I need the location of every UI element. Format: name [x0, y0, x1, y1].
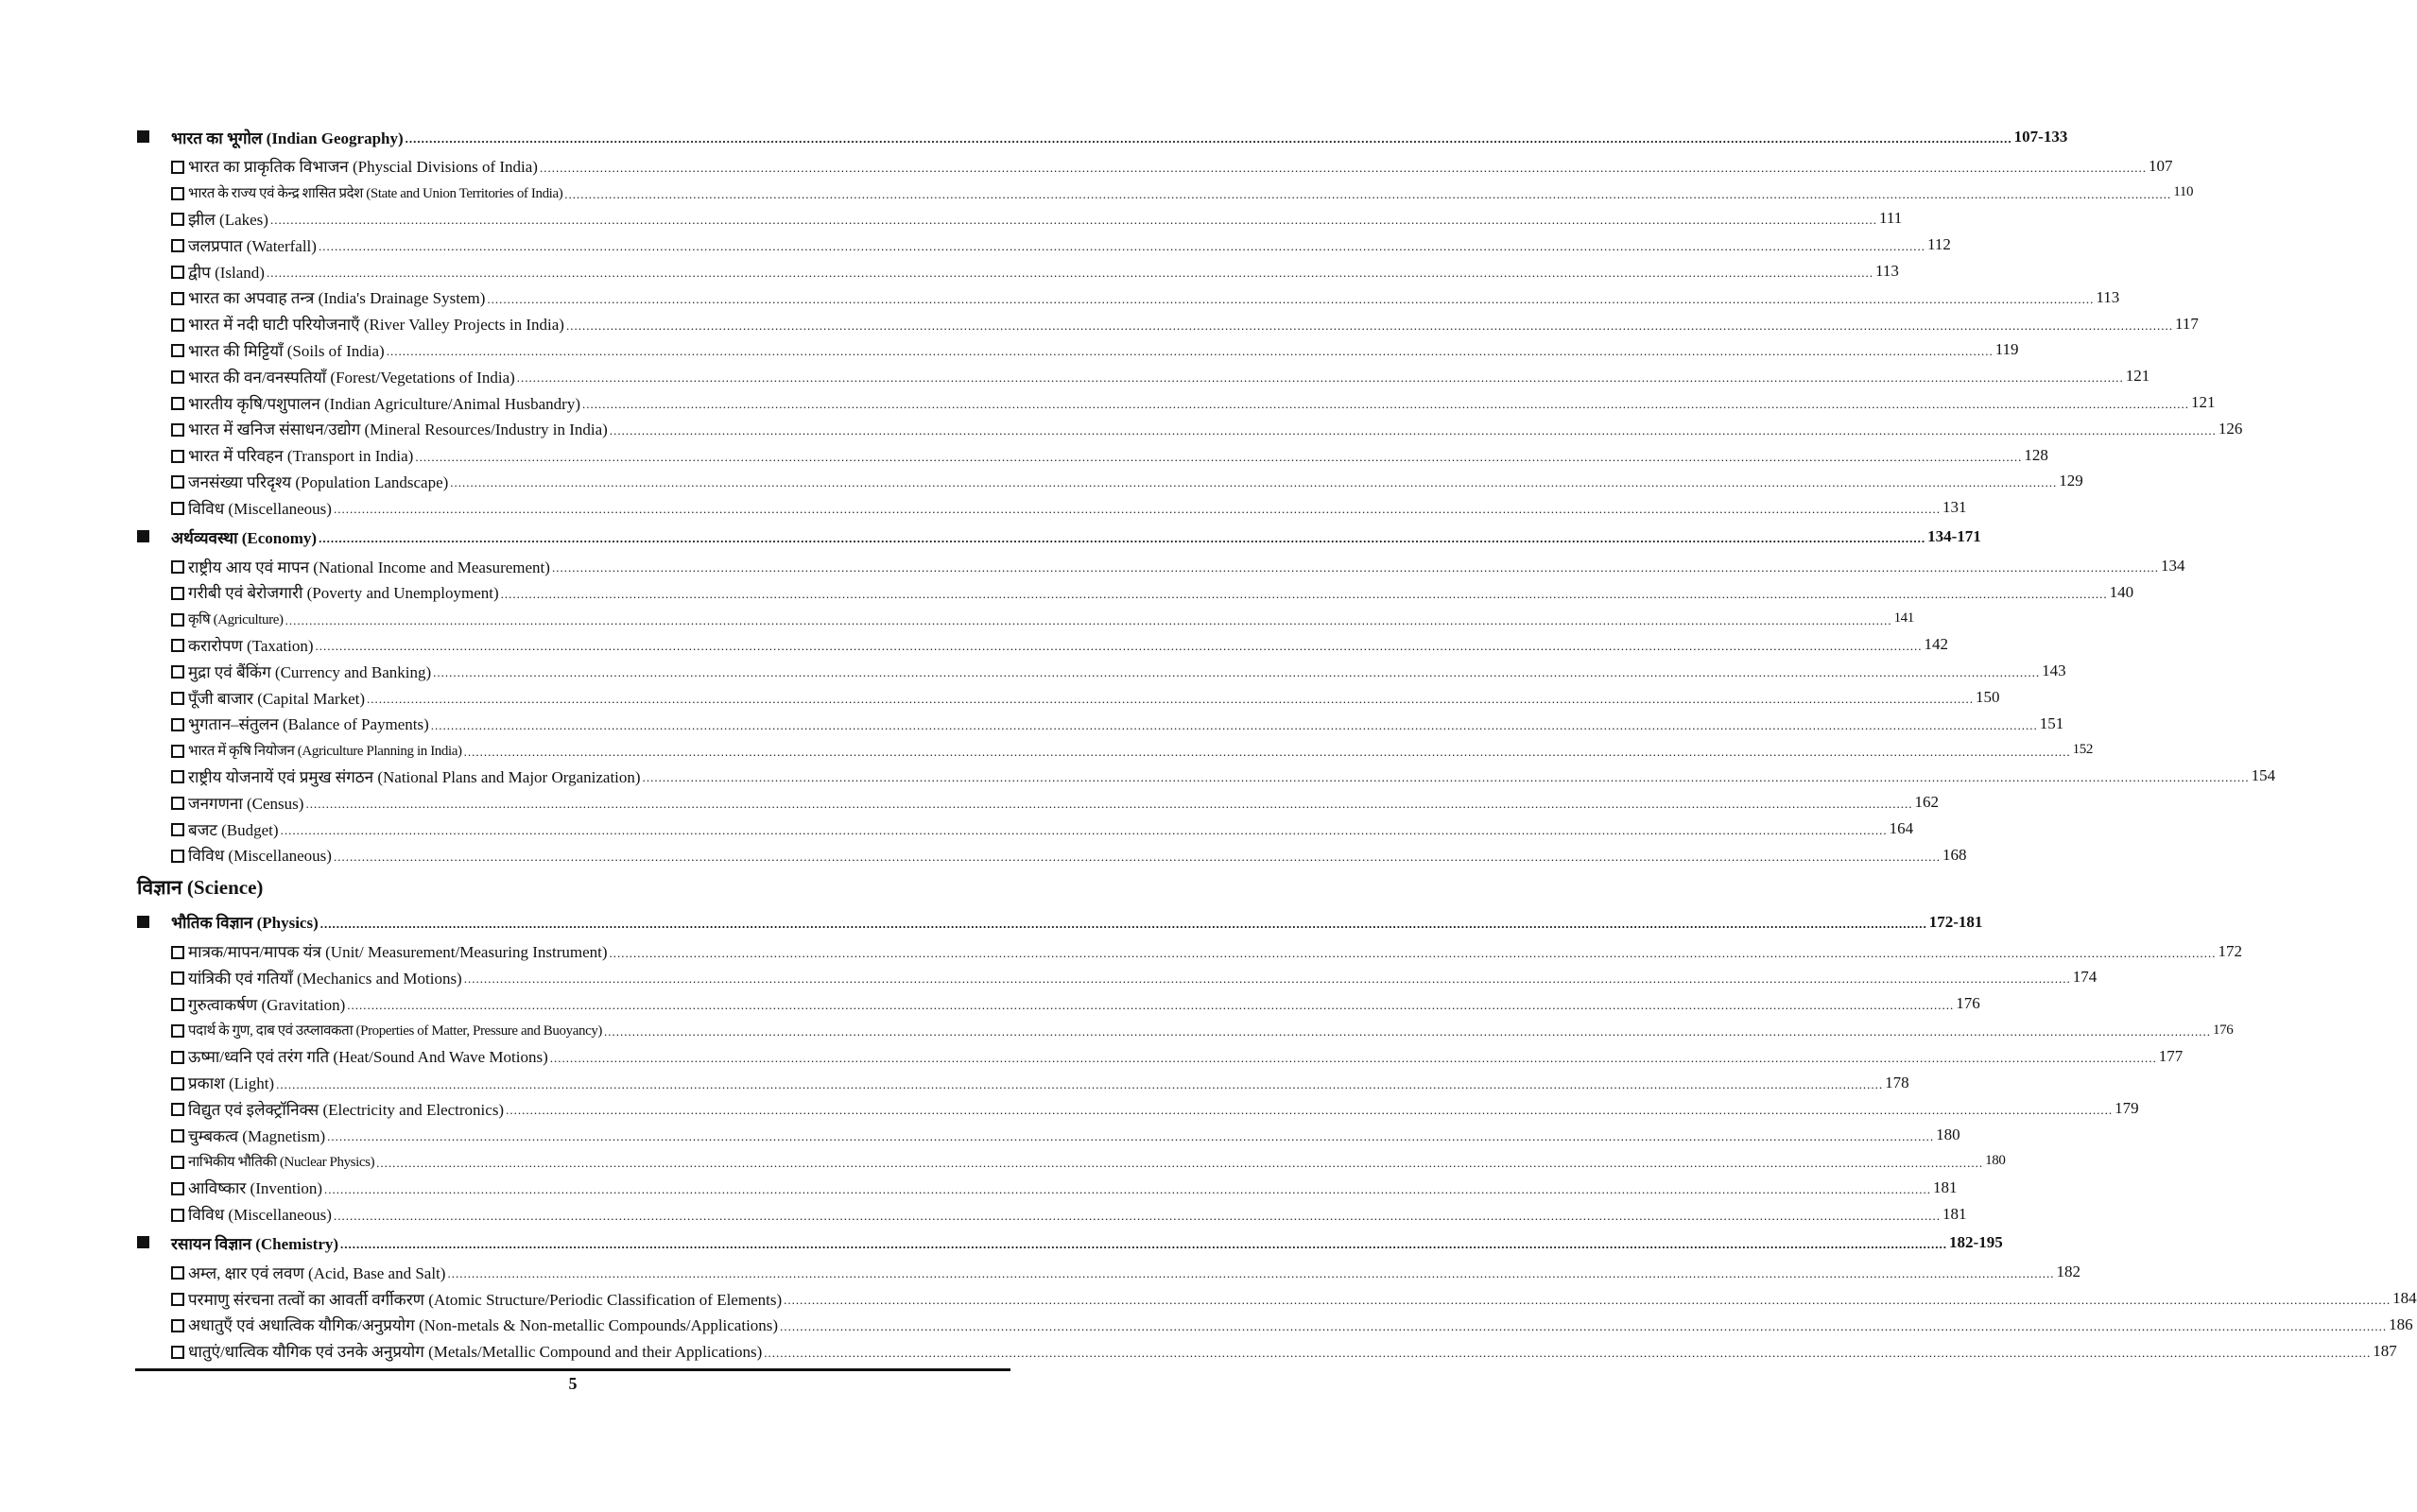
item-title: यांत्रिकी एवं गतियाँ (Mechanics and Motions): [188, 969, 462, 988]
item-title: जलप्रपात (Waterfall): [188, 236, 317, 255]
item-title: भारतीय कृषि/पशुपालन (Indian Agriculture/Animal Husbandry): [188, 394, 580, 413]
item-page-number: 151: [2039, 713, 2064, 732]
checkbox-bullet-icon: [171, 1346, 184, 1359]
dot-leader: ................................................................................................................................................................................................................................................................................................................................................................................................................: [487, 291, 2095, 306]
dot-leader: ................................................................................................................................................................................................................................................................................................................................................................................................................: [784, 1293, 2391, 1308]
checkbox-bullet-icon: [171, 587, 184, 600]
checkbox-bullet-icon: [171, 1077, 184, 1091]
checkbox-bullet-icon: [171, 946, 184, 959]
item-page-number: 178: [1885, 1073, 1909, 1091]
checkbox-bullet-icon: [171, 718, 184, 731]
item-title: प्रकाश (Light): [188, 1074, 275, 1093]
item-page-number: 134: [2160, 557, 2185, 576]
item-title: करारोपण (Taxation): [188, 636, 314, 655]
section-title: भौतिक विज्ञान (Physics): [171, 914, 319, 933]
footer-rule: [135, 1368, 1010, 1371]
dot-leader: ................................................................................................................................................................................................................................................................................................................................................................................................................: [347, 998, 1955, 1013]
toc-item: [137, 389, 2216, 416]
toc-item: [137, 494, 1967, 521]
checkbox-bullet-icon: [171, 213, 184, 226]
toc-section: [137, 121, 2068, 153]
toc-section: [137, 1227, 2003, 1259]
section-page-range: 182-195: [1949, 1233, 2003, 1252]
dot-leader: ................................................................................................................................................................................................................................................................................................................................................................................................................: [539, 160, 2147, 175]
dot-leader: ................................................................................................................................................................................................................................................................................................................................................................................................................: [405, 131, 2012, 146]
item-title: भुगतान–संतुलन (Balance of Payments): [188, 715, 429, 734]
toc-item: [137, 416, 2243, 442]
toc-item: [137, 579, 2134, 606]
toc-item: [137, 1017, 2234, 1043]
item-title: मुद्रा एवं बैंकिंग (Currency and Banking): [188, 662, 432, 681]
checkbox-bullet-icon: [171, 692, 184, 705]
checkbox-bullet-icon: [171, 1182, 184, 1195]
item-title: भारत में नदी घाटी परियोजनाएँ (River Valley Projects in India): [188, 316, 564, 335]
item-page-number: 107: [2148, 156, 2173, 175]
item-title: भारत के राज्य एवं केन्द्र शासित प्रदेश (State and Union Territories of India): [188, 185, 563, 201]
checkbox-bullet-icon: [171, 665, 184, 679]
checkbox-bullet-icon: [171, 998, 184, 1011]
dot-leader: ................................................................................................................................................................................................................................................................................................................................................................................................................: [319, 531, 1926, 546]
item-title: भारत में खनिज संसाधन/उद्योग (Mineral Resources/Industry in India): [188, 421, 608, 439]
section-page-range: 134-171: [1927, 527, 1981, 546]
toc-item: [137, 737, 2093, 764]
item-title: अधातुएँ एवं अधात्विक यौगिक/अनुप्रयोग (Non-metals & Non-metallic Compounds/Applications): [188, 1316, 779, 1335]
dot-leader: ................................................................................................................................................................................................................................................................................................................................................................................................................: [609, 945, 2217, 960]
toc-item: [137, 1070, 1909, 1096]
toc-item: [137, 1285, 2417, 1312]
item-title: भारत की मिट्टियाँ (Soils of India): [188, 341, 385, 360]
checkbox-bullet-icon: [171, 1156, 184, 1169]
item-page-number: 121: [2191, 393, 2216, 412]
item-page-number: 119: [1994, 340, 2019, 359]
section-title: अर्थव्यवस्था (Economy): [171, 528, 318, 547]
item-title: विविध (Miscellaneous): [188, 499, 332, 518]
checkbox-bullet-icon: [171, 450, 184, 463]
toc-item: [137, 1312, 2413, 1338]
item-page-number: 172: [2218, 941, 2243, 960]
item-page-number: 110: [2173, 184, 2194, 200]
item-title: धातुएं/धात्विक यौगिक एवं उनके अनुप्रयोग (Metals/Metallic Compound and their Applications): [188, 1343, 763, 1362]
item-page-number: 152: [2072, 742, 2093, 758]
checkbox-bullet-icon: [171, 318, 184, 332]
toc-section: [137, 521, 1981, 553]
checkbox-bullet-icon: [171, 823, 184, 836]
item-page-number: 131: [1942, 498, 1967, 517]
item-page-number: 177: [2158, 1046, 2184, 1065]
section-page-range: 107-133: [2013, 128, 2068, 146]
item-title: झील (Lakes): [188, 210, 268, 229]
toc-item: [137, 842, 1967, 868]
item-title: नाभिकीय भौतिकी (Nuclear Physics): [188, 1154, 375, 1170]
section-title: रसायन विज्ञान (Chemistry): [171, 1234, 339, 1253]
dot-leader: ................................................................................................................................................................................................................................................................................................................................................................................................................: [604, 1024, 2212, 1039]
item-page-number: 168: [1942, 845, 1967, 864]
item-page-number: 181: [1942, 1204, 1967, 1223]
toc-item: [137, 1096, 2139, 1123]
dot-leader: ................................................................................................................................................................................................................................................................................................................................................................................................................: [333, 849, 1941, 864]
dot-leader: ................................................................................................................................................................................................................................................................................................................................................................................................................: [266, 266, 1873, 281]
item-title: चुम्बकत्व (Magnetism): [188, 1126, 326, 1145]
dot-leader: ................................................................................................................................................................................................................................................................................................................................................................................................................: [564, 186, 2172, 201]
checkbox-bullet-icon: [171, 502, 184, 515]
item-page-number: 176: [1956, 994, 1980, 1013]
checkbox-bullet-icon: [171, 292, 184, 305]
dot-leader: ................................................................................................................................................................................................................................................................................................................................................................................................................: [280, 823, 1888, 838]
checkbox-bullet-icon: [171, 1266, 184, 1280]
dot-leader: ................................................................................................................................................................................................................................................................................................................................................................................................................: [506, 1103, 2114, 1118]
item-page-number: 142: [1924, 635, 1949, 654]
item-page-number: 112: [1926, 235, 1951, 254]
checkbox-bullet-icon: [171, 1024, 184, 1038]
item-title: अम्ल, क्षार एवं लवण (Acid, Base and Salt): [188, 1263, 446, 1282]
checkbox-bullet-icon: [171, 397, 184, 410]
item-page-number: 113: [1874, 262, 1899, 281]
item-title: ऊष्मा/ध्वनि एवं तरंग गति (Heat/Sound And Wave Motions): [188, 1048, 548, 1067]
checkbox-bullet-icon: [171, 344, 184, 357]
item-page-number: 141: [1893, 610, 1914, 627]
item-page-number: 162: [1914, 793, 1939, 812]
item-title: भारत का अपवाह तन्त्र (India's Drainage System): [188, 289, 486, 308]
toc-item: [137, 1122, 1960, 1148]
item-title: पदार्थ के गुण, दाब एवं उत्प्लावकता (Properties of Matter, Pressure and Buoyancy): [188, 1023, 603, 1039]
item-page-number: 154: [2251, 766, 2276, 785]
item-page-number: 174: [2072, 968, 2098, 987]
item-title: कृषि (Agriculture): [188, 611, 284, 627]
dot-leader: ................................................................................................................................................................................................................................................................................................................................................................................................................: [780, 1318, 2388, 1333]
checkbox-bullet-icon: [171, 1319, 184, 1332]
item-title: भारत का प्राकृतिक विभाजन (Physcial Divisions of India): [188, 158, 538, 177]
item-title: आविष्कार (Invention): [188, 1179, 323, 1198]
toc-item: [137, 764, 2276, 790]
checkbox-bullet-icon: [171, 971, 184, 985]
page-number: 5: [568, 1374, 578, 1393]
dot-leader: ................................................................................................................................................................................................................................................................................................................................................................................................................: [450, 475, 2058, 490]
toc-item: [137, 606, 1914, 632]
item-title: जनसंख्या परिदृश्य (Population Landscape): [188, 472, 449, 491]
checkbox-bullet-icon: [171, 1209, 184, 1222]
item-title: परमाणु संरचना तत्वों का आवर्ती वर्गीकरण (Atomic Structure/Periodic Classification of Elements): [188, 1290, 783, 1309]
dot-leader: ................................................................................................................................................................................................................................................................................................................................................................................................................: [609, 422, 2217, 438]
checkbox-bullet-icon: [171, 1129, 184, 1143]
toc-item: [137, 1259, 2080, 1285]
toc-item: [137, 789, 1939, 816]
item-title: विद्युत एवं इलेक्ट्रॉनिक्स (Electricity and Electronics): [188, 1100, 505, 1119]
toc-item: [137, 1043, 2184, 1070]
item-title: मात्रक/मापन/मापक यंत्र (Unit/ Measurement/Measuring Instrument): [188, 943, 608, 962]
section-title: भारत का भूगोल (Indian Geography): [171, 129, 404, 147]
table-of-contents: [137, 121, 2417, 1365]
toc-item: [137, 990, 1980, 1017]
dot-leader: ................................................................................................................................................................................................................................................................................................................................................................................................................: [333, 502, 1941, 517]
dot-leader: ................................................................................................................................................................................................................................................................................................................................................................................................................: [276, 1076, 1884, 1091]
checkbox-bullet-icon: [171, 239, 184, 252]
item-title: भारत में परिवहन (Transport in India): [188, 447, 414, 466]
toc-item: [137, 632, 1949, 659]
checkbox-bullet-icon: [171, 423, 184, 437]
toc-item: [137, 284, 2120, 311]
item-page-number: 181: [1933, 1177, 1958, 1196]
item-title: जनगणना (Census): [188, 794, 304, 813]
section-page-range: 172-181: [1928, 912, 1983, 931]
dot-leader: ................................................................................................................................................................................................................................................................................................................................................................................................................: [415, 449, 2023, 464]
item-title: विविध (Miscellaneous): [188, 1206, 332, 1225]
dot-leader: ................................................................................................................................................................................................................................................................................................................................................................................................................: [376, 1155, 1984, 1170]
square-bullet-icon: [137, 1236, 149, 1248]
dot-leader: ................................................................................................................................................................................................................................................................................................................................................................................................................: [516, 370, 2124, 386]
toc-item: [137, 258, 1899, 284]
dot-leader: ................................................................................................................................................................................................................................................................................................................................................................................................................: [324, 1181, 1932, 1196]
dot-leader: ................................................................................................................................................................................................................................................................................................................................................................................................................: [430, 717, 2038, 732]
item-page-number: 180: [1936, 1125, 1960, 1144]
item-title: द्वीप (Island): [188, 263, 265, 282]
dot-leader: ................................................................................................................................................................................................................................................................................................................................................................................................................: [319, 916, 1927, 931]
item-title: गुरुत्वाकर्षण (Gravitation): [188, 995, 346, 1014]
square-bullet-icon: [137, 130, 149, 143]
dot-leader: ................................................................................................................................................................................................................................................................................................................................................................................................................: [433, 665, 2041, 680]
item-title: राष्ट्रीय योजनायें एवं प्रमुख संगठन (National Plans and Major Organization): [188, 767, 641, 786]
dot-leader: ................................................................................................................................................................................................................................................................................................................................................................................................................: [269, 213, 1877, 228]
toc-section: [137, 906, 1983, 938]
item-page-number: 143: [2042, 662, 2066, 680]
item-title: भारत में कृषि नियोजन (Agriculture Planning in India): [188, 743, 462, 759]
checkbox-bullet-icon: [171, 1051, 184, 1064]
square-bullet-icon: [137, 916, 149, 928]
item-page-number: 180: [1985, 1153, 2006, 1169]
toc-item: [137, 1175, 1958, 1201]
toc-item: [137, 658, 2066, 684]
checkbox-bullet-icon: [171, 613, 184, 627]
item-title: राष्ट्रीय आय एवं मापन (National Income and Measurement): [188, 558, 550, 576]
item-page-number: 164: [1889, 819, 1914, 838]
dot-leader: ................................................................................................................................................................................................................................................................................................................................................................................................................: [463, 971, 2071, 987]
subject-heading-title: विज्ञान (Science): [137, 875, 264, 899]
toc-item: [137, 938, 2243, 965]
checkbox-bullet-icon: [171, 1293, 184, 1306]
item-page-number: 111: [1878, 209, 1903, 228]
toc-item: [137, 363, 2150, 389]
dot-leader: ................................................................................................................................................................................................................................................................................................................................................................................................................: [549, 1050, 2157, 1065]
checkbox-bullet-icon: [171, 560, 184, 574]
dot-leader: ................................................................................................................................................................................................................................................................................................................................................................................................................: [582, 397, 2189, 412]
checkbox-bullet-icon: [171, 161, 184, 174]
checkbox-bullet-icon: [171, 370, 184, 384]
dot-leader: ................................................................................................................................................................................................................................................................................................................................................................................................................: [463, 744, 2071, 759]
toc-item: [137, 469, 2083, 495]
toc-item: [137, 684, 2000, 711]
toc-item: [137, 153, 2173, 180]
toc-item: [137, 965, 2098, 991]
dot-leader: ................................................................................................................................................................................................................................................................................................................................................................................................................: [327, 1129, 1935, 1144]
dot-leader: ................................................................................................................................................................................................................................................................................................................................................................................................................: [285, 612, 1892, 627]
toc-item: [137, 711, 2064, 737]
checkbox-bullet-icon: [171, 850, 184, 863]
item-page-number: 121: [2125, 367, 2150, 386]
item-page-number: 126: [2218, 419, 2243, 438]
dot-leader: ................................................................................................................................................................................................................................................................................................................................................................................................................: [305, 797, 1913, 812]
toc-item: [137, 1201, 1967, 1228]
item-title: गरीबी एवं बेरोजगारी (Poverty and Unemployment): [188, 584, 499, 603]
dot-leader: ................................................................................................................................................................................................................................................................................................................................................................................................................: [367, 692, 1975, 707]
toc-item: [137, 232, 1951, 258]
checkbox-bullet-icon: [171, 745, 184, 758]
dot-leader: ................................................................................................................................................................................................................................................................................................................................................................................................................: [340, 1237, 1948, 1252]
toc-item: [137, 180, 2194, 206]
item-title: पूँजी बाजार (Capital Market): [188, 689, 366, 708]
dot-leader: ................................................................................................................................................................................................................................................................................................................................................................................................................: [565, 318, 2173, 333]
checkbox-bullet-icon: [171, 797, 184, 810]
item-page-number: 140: [2109, 582, 2134, 601]
toc-item: [137, 553, 2185, 579]
dot-leader: ................................................................................................................................................................................................................................................................................................................................................................................................................: [447, 1266, 2055, 1281]
item-title: विविध (Miscellaneous): [188, 847, 332, 866]
item-page-number: 129: [2059, 472, 2083, 490]
square-bullet-icon: [137, 530, 149, 542]
dot-leader: ................................................................................................................................................................................................................................................................................................................................................................................................................: [315, 639, 1923, 654]
dot-leader: ................................................................................................................................................................................................................................................................................................................................................................................................................: [764, 1345, 2372, 1360]
toc-item: [137, 311, 2199, 337]
item-title: भारत की वन/वनस्पतियाँ (Forest/Vegetations of India): [188, 368, 515, 387]
checkbox-bullet-icon: [171, 266, 184, 279]
checkbox-bullet-icon: [171, 1103, 184, 1116]
subject-heading: [137, 868, 1017, 906]
dot-leader: ................................................................................................................................................................................................................................................................................................................................................................................................................: [642, 770, 2250, 785]
item-page-number: 179: [2115, 1099, 2139, 1118]
item-page-number: 117: [2174, 314, 2199, 333]
toc-item: [137, 1338, 2397, 1365]
item-page-number: 184: [2392, 1289, 2417, 1308]
toc-item: [137, 206, 1903, 232]
item-title: बजट (Budget): [188, 820, 279, 839]
toc-item: [137, 816, 1914, 842]
item-page-number: 182: [2056, 1263, 2080, 1281]
item-page-number: 186: [2389, 1314, 2413, 1333]
dot-leader: ................................................................................................................................................................................................................................................................................................................................................................................................................: [386, 344, 1994, 359]
toc-item: [137, 442, 2048, 469]
dot-leader: ................................................................................................................................................................................................................................................................................................................................................................................................................: [551, 560, 2159, 576]
checkbox-bullet-icon: [171, 770, 184, 783]
checkbox-bullet-icon: [171, 475, 184, 489]
toc-item: [137, 1148, 2006, 1175]
checkbox-bullet-icon: [171, 187, 184, 200]
item-page-number: 128: [2024, 445, 2048, 464]
item-page-number: 176: [2213, 1022, 2234, 1038]
toc-item: [137, 337, 2019, 364]
item-page-number: 187: [2373, 1341, 2397, 1360]
dot-leader: ................................................................................................................................................................................................................................................................................................................................................................................................................: [318, 239, 1925, 254]
dot-leader: ................................................................................................................................................................................................................................................................................................................................................................................................................: [500, 586, 2108, 601]
item-page-number: 113: [2096, 287, 2120, 306]
item-page-number: 150: [1976, 688, 2000, 707]
checkbox-bullet-icon: [171, 639, 184, 652]
dot-leader: ................................................................................................................................................................................................................................................................................................................................................................................................................: [333, 1208, 1941, 1223]
